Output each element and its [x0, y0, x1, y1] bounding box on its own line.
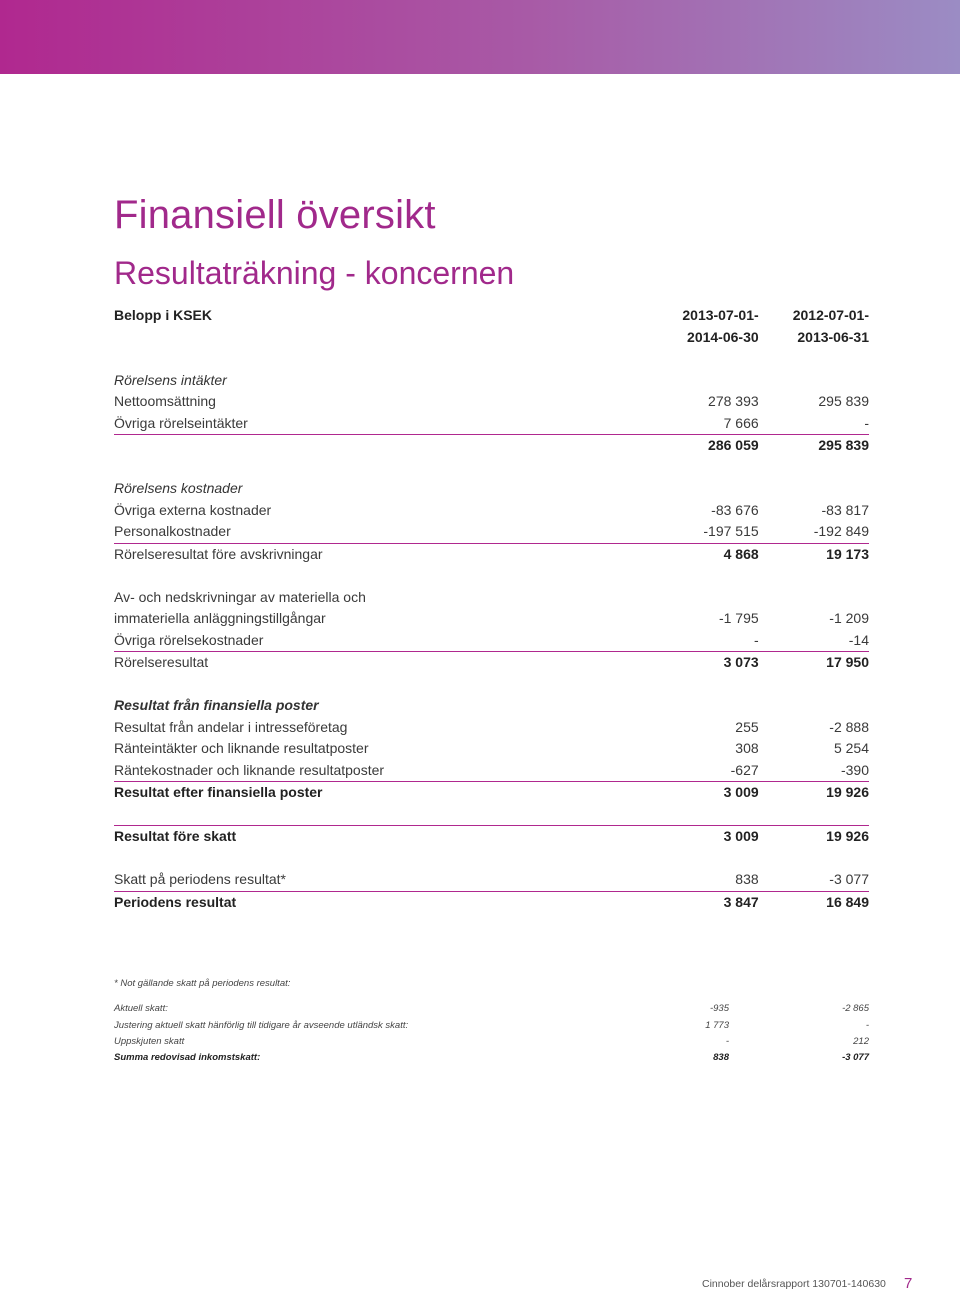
row-label: Personalkostnader — [114, 521, 384, 543]
row-value-current: -1 795 — [718, 610, 759, 626]
page-subtitle: Resultaträkning - koncernen — [114, 255, 515, 291]
note-value-current: - — [725, 1035, 729, 1047]
row-value-current: - — [384, 630, 759, 652]
row-label: Övriga rörelsekostnader — [114, 630, 384, 652]
row-label: Periodens resultat — [114, 893, 237, 910]
table-row — [114, 587, 869, 609]
row-value-prior: -1 209 — [829, 610, 869, 626]
row-value-current: 286 059 — [708, 437, 759, 453]
row-label: Rörelseresultat före avskrivningar — [114, 545, 323, 562]
header-period-prior-end: 2013-06-31 — [797, 328, 869, 345]
row-label: Skatt på periodens resultat* — [114, 869, 384, 891]
row-value-current: 3 009 — [723, 784, 759, 800]
row-label: Resultat före skatt — [114, 828, 237, 844]
note-value-current: 1 773 — [705, 1019, 729, 1031]
row-value-current: 7 666 — [384, 413, 759, 435]
table-row — [114, 869, 869, 891]
row-value-prior: 5 254 — [833, 740, 869, 756]
spacer-row — [114, 674, 869, 696]
row-value-current: 3 009 — [723, 828, 759, 844]
row-label: Av- och nedskrivningar av materiella och — [114, 588, 366, 605]
note-value-current: 838 — [713, 1052, 729, 1064]
note-label: Summa redovisad inkomstskatt: — [114, 1052, 261, 1064]
row-value-prior: -390 — [759, 760, 869, 782]
income-statement-table — [114, 305, 869, 913]
note-row — [114, 1018, 869, 1034]
table-row — [114, 521, 869, 543]
row-value-current: 255 — [735, 718, 759, 735]
row-label: immateriella anläggningstillgångar — [114, 610, 326, 626]
section-heading: Rörelsens intäkter — [114, 371, 227, 388]
row-value-current: -83 676 — [711, 501, 759, 518]
row-value-current: -197 515 — [384, 521, 759, 543]
row-value-prior: -83 817 — [821, 501, 869, 518]
page-number: 7 — [904, 1275, 913, 1292]
page-title: Finansiell översikt — [114, 193, 436, 237]
row-value-current: 3 847 — [723, 893, 759, 910]
table-header-row — [114, 327, 869, 349]
row-value-current: -627 — [384, 760, 759, 782]
header-period-prior-start: 2012-07-01- — [792, 307, 869, 323]
table-row — [114, 738, 869, 760]
row-label — [114, 435, 384, 457]
row-label: Resultat efter finansiella poster — [114, 784, 323, 800]
section-heading-row — [114, 370, 869, 392]
note-label: Aktuell skatt: — [114, 1003, 168, 1015]
header-label: Belopp i KSEK — [114, 307, 213, 323]
table-row — [114, 630, 869, 652]
row-value-prior: -3 077 — [759, 869, 869, 891]
row-value-prior: 19 926 — [826, 784, 869, 800]
note-label: Justering aktuell skatt hänförlig till tidigare år avseende utländsk skatt: — [114, 1019, 409, 1031]
subtotal-row — [114, 782, 869, 804]
row-value-current: 278 393 — [708, 393, 759, 409]
spacer-row — [114, 457, 869, 479]
subtotal-row — [114, 826, 869, 848]
header-gradient-bar — [0, 0, 960, 74]
section-heading: Rörelsens kostnader — [114, 480, 243, 496]
row-value-current: 838 — [384, 869, 759, 891]
spacer-row — [114, 992, 869, 1001]
table-row — [114, 717, 869, 739]
spacer-row — [114, 848, 869, 870]
row-label: Övriga externa kostnader — [114, 501, 272, 518]
row-value-prior: 17 950 — [826, 654, 869, 670]
row-label: Räntekostnader och liknande resultatposter — [114, 760, 384, 782]
header-period-current-start: 2013-07-01- — [682, 307, 759, 323]
row-value-current: 3 073 — [723, 654, 759, 670]
footer-report-name: Cinnober delårsrapport 130701-140630 — [702, 1278, 886, 1290]
note-row — [114, 1034, 869, 1050]
section-heading-row — [114, 695, 869, 717]
table-row — [114, 608, 869, 630]
note-value-prior: -3 077 — [842, 1052, 869, 1064]
subtotal-row — [114, 652, 869, 674]
note-value-prior: -2 865 — [842, 1003, 869, 1015]
row-value-prior: 19 926 — [826, 828, 869, 844]
note-value-prior: - — [865, 1019, 869, 1031]
note-value-current: -935 — [709, 1003, 729, 1015]
total-row — [114, 891, 869, 913]
row-value-prior: - — [759, 413, 869, 435]
header-period-current-end: 2014-06-30 — [687, 328, 759, 345]
row-label: Övriga rörelseintäkter — [114, 413, 384, 435]
row-value-prior: -192 849 — [759, 521, 869, 543]
section-heading-row — [114, 478, 869, 500]
tax-note-table — [114, 976, 869, 1066]
row-label: Rörelseresultat — [114, 654, 209, 670]
row-label: Resultat från andelar i intresseföretag — [114, 718, 348, 735]
spacer-row — [114, 348, 869, 370]
note-row — [114, 1001, 869, 1017]
table-row — [114, 391, 869, 413]
table-row — [114, 500, 869, 522]
table-header-row — [114, 305, 869, 327]
row-value-prior: 16 849 — [826, 893, 869, 910]
note-total-row — [114, 1050, 869, 1066]
row-value-prior: -14 — [759, 630, 869, 652]
row-value-prior: 295 839 — [818, 437, 869, 453]
row-label: Ränteintäkter och liknande resultatposter — [114, 740, 369, 756]
spacer-row — [114, 565, 869, 587]
note-label: Uppskjuten skatt — [114, 1035, 185, 1047]
section-heading: Resultat från finansiella poster — [114, 697, 319, 713]
subtotal-row — [114, 543, 869, 565]
row-value-prior: 19 173 — [826, 545, 869, 562]
subtotal-row — [114, 435, 869, 457]
row-value-current: 308 — [735, 740, 759, 756]
note-value-prior: 212 — [853, 1035, 869, 1047]
spacer-row — [114, 804, 869, 826]
note-heading-row — [114, 976, 869, 992]
table-row — [114, 760, 869, 782]
note-heading: * Not gällande skatt på periodens resultat: — [114, 978, 291, 989]
row-value-current: 4 868 — [723, 545, 759, 562]
row-value-prior: -2 888 — [829, 718, 869, 735]
row-label: Nettoomsättning — [114, 393, 216, 409]
row-value-prior: 295 839 — [818, 393, 869, 409]
table-row — [114, 413, 869, 435]
